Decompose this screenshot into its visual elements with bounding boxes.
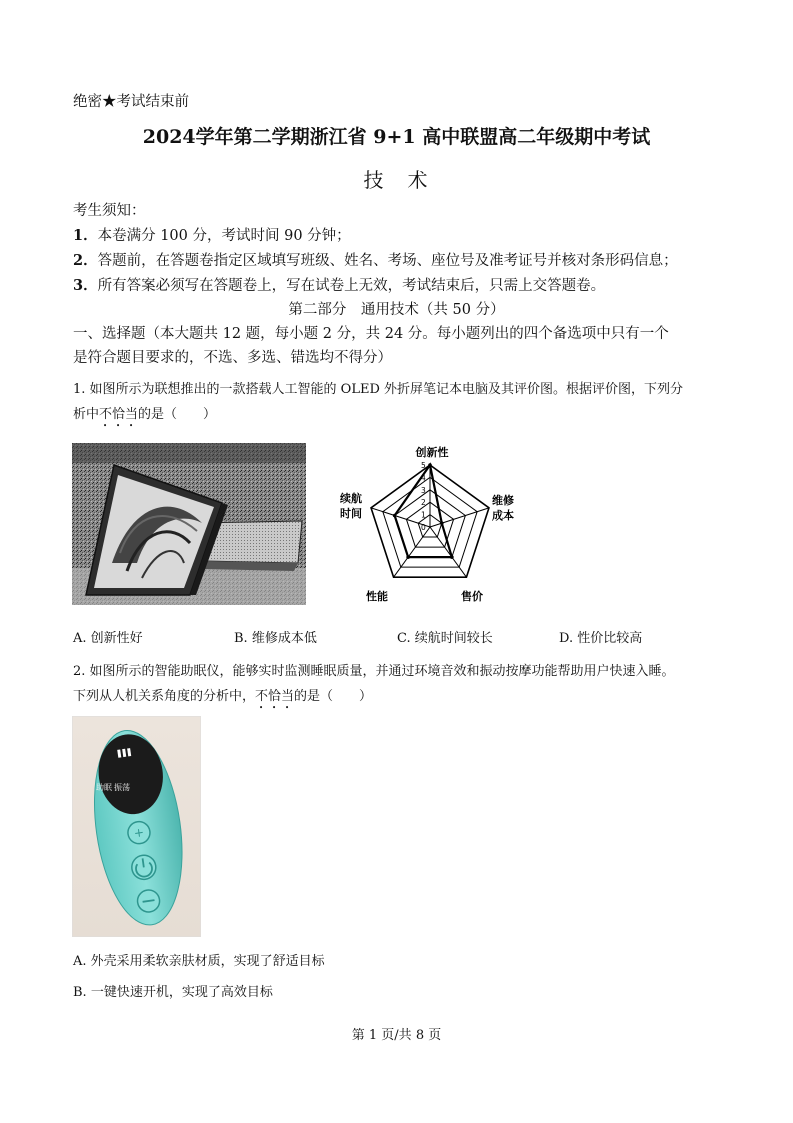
q1-option-a[interactable]: A. 创新性好 — [73, 631, 143, 646]
radar-tick-label: 0 — [421, 523, 426, 532]
laptop-photo — [72, 443, 306, 605]
radar-tick-label: 4 — [421, 473, 426, 483]
radar-score-point — [440, 521, 444, 525]
axis-label: 续航时间 — [340, 492, 362, 520]
question-1-stem: 1. 如图所示为联想推出的一款搭载人工智能的 OLED 外折屏笔记本电脑及其评价图。根据评价图，下列分 — [73, 382, 684, 397]
q1-option-b[interactable]: B. 维修成本低 — [234, 631, 317, 646]
subject-title: 技 术 — [363, 168, 430, 192]
notice-item: 1．本卷满分 100 分，考试时间 90 分钟； — [73, 227, 351, 244]
axis-label: 性能 — [366, 590, 388, 603]
radar-tick-label: 2 — [421, 498, 426, 508]
radar-chart-svg — [330, 440, 530, 610]
radar-score-point — [406, 555, 410, 559]
question-2-stem: 2. 如图所示的智能助眠仪，能够实时监测睡眠质量，并通过环境音效和振动按摩功能帮助用户快速入睡。 — [73, 664, 675, 679]
radar-tick-label: 3 — [421, 485, 426, 495]
section-instructions: 是符合题目要求的，不选、多选、错选均不得分） — [73, 350, 392, 366]
radar-score-point — [393, 514, 397, 518]
q2-option-a[interactable]: A. 外壳采用柔软亲肤材质，实现了舒适目标 — [73, 954, 325, 969]
notice-item: 2．答题前，在答题卷指定区域填写班级、姓名、考场、座位号及准考证号并核对条形码信息； — [73, 252, 678, 269]
confidential-mark: 绝密★考试结束前 — [73, 94, 189, 110]
exam-title: 2024学年第二学期浙江省 9+1 高中联盟高二年级期中考试 — [142, 126, 651, 148]
q1-option-c[interactable]: C. 续航时间较长 — [397, 631, 493, 646]
notice-item: 3．所有答案必须写在答题卷上，写在试卷上无效，考试结束后，只需上交答题卷。 — [73, 277, 606, 294]
part-title: 第二部分 通用技术（共 50 分） — [288, 302, 505, 318]
svg-text:+: + — [132, 825, 145, 841]
radar-tick-label: 1 — [421, 510, 426, 520]
question-2-stem: 下列从人机关系角度的分析中，不恰当的是（ ） — [73, 689, 373, 704]
notice-heading: 考生须知： — [73, 203, 146, 219]
sleep-device-icon — [72, 716, 201, 937]
radar-score-point — [428, 463, 432, 467]
device-screen-label: 助眠 — [96, 783, 112, 792]
evaluation-radar-chart — [330, 440, 530, 610]
axis-label: 维修成本 — [492, 494, 514, 522]
question-1-stem: 析中不恰当的是（ ） — [73, 407, 217, 422]
q2-option-b[interactable]: B. 一键快速开机，实现了高效目标 — [73, 985, 273, 1000]
page-footer: 第 1 页/共 8 页 — [351, 1028, 442, 1043]
device-screen-label: 振荡 — [114, 783, 130, 792]
q1-option-d[interactable]: D. 性价比较高 — [559, 631, 643, 646]
axis-label: 创新性 — [415, 446, 449, 459]
radar-tick-label: 5 — [421, 461, 426, 470]
section-instructions: 一、选择题（本大题共 12 题，每小题 2 分，共 24 分。每小题列出的四个备选项中只有一个 — [73, 326, 669, 342]
laptop-icon — [72, 443, 306, 605]
radar-score-point — [450, 555, 454, 559]
axis-label: 售价 — [461, 590, 483, 603]
sleep-device-photo — [72, 716, 201, 937]
